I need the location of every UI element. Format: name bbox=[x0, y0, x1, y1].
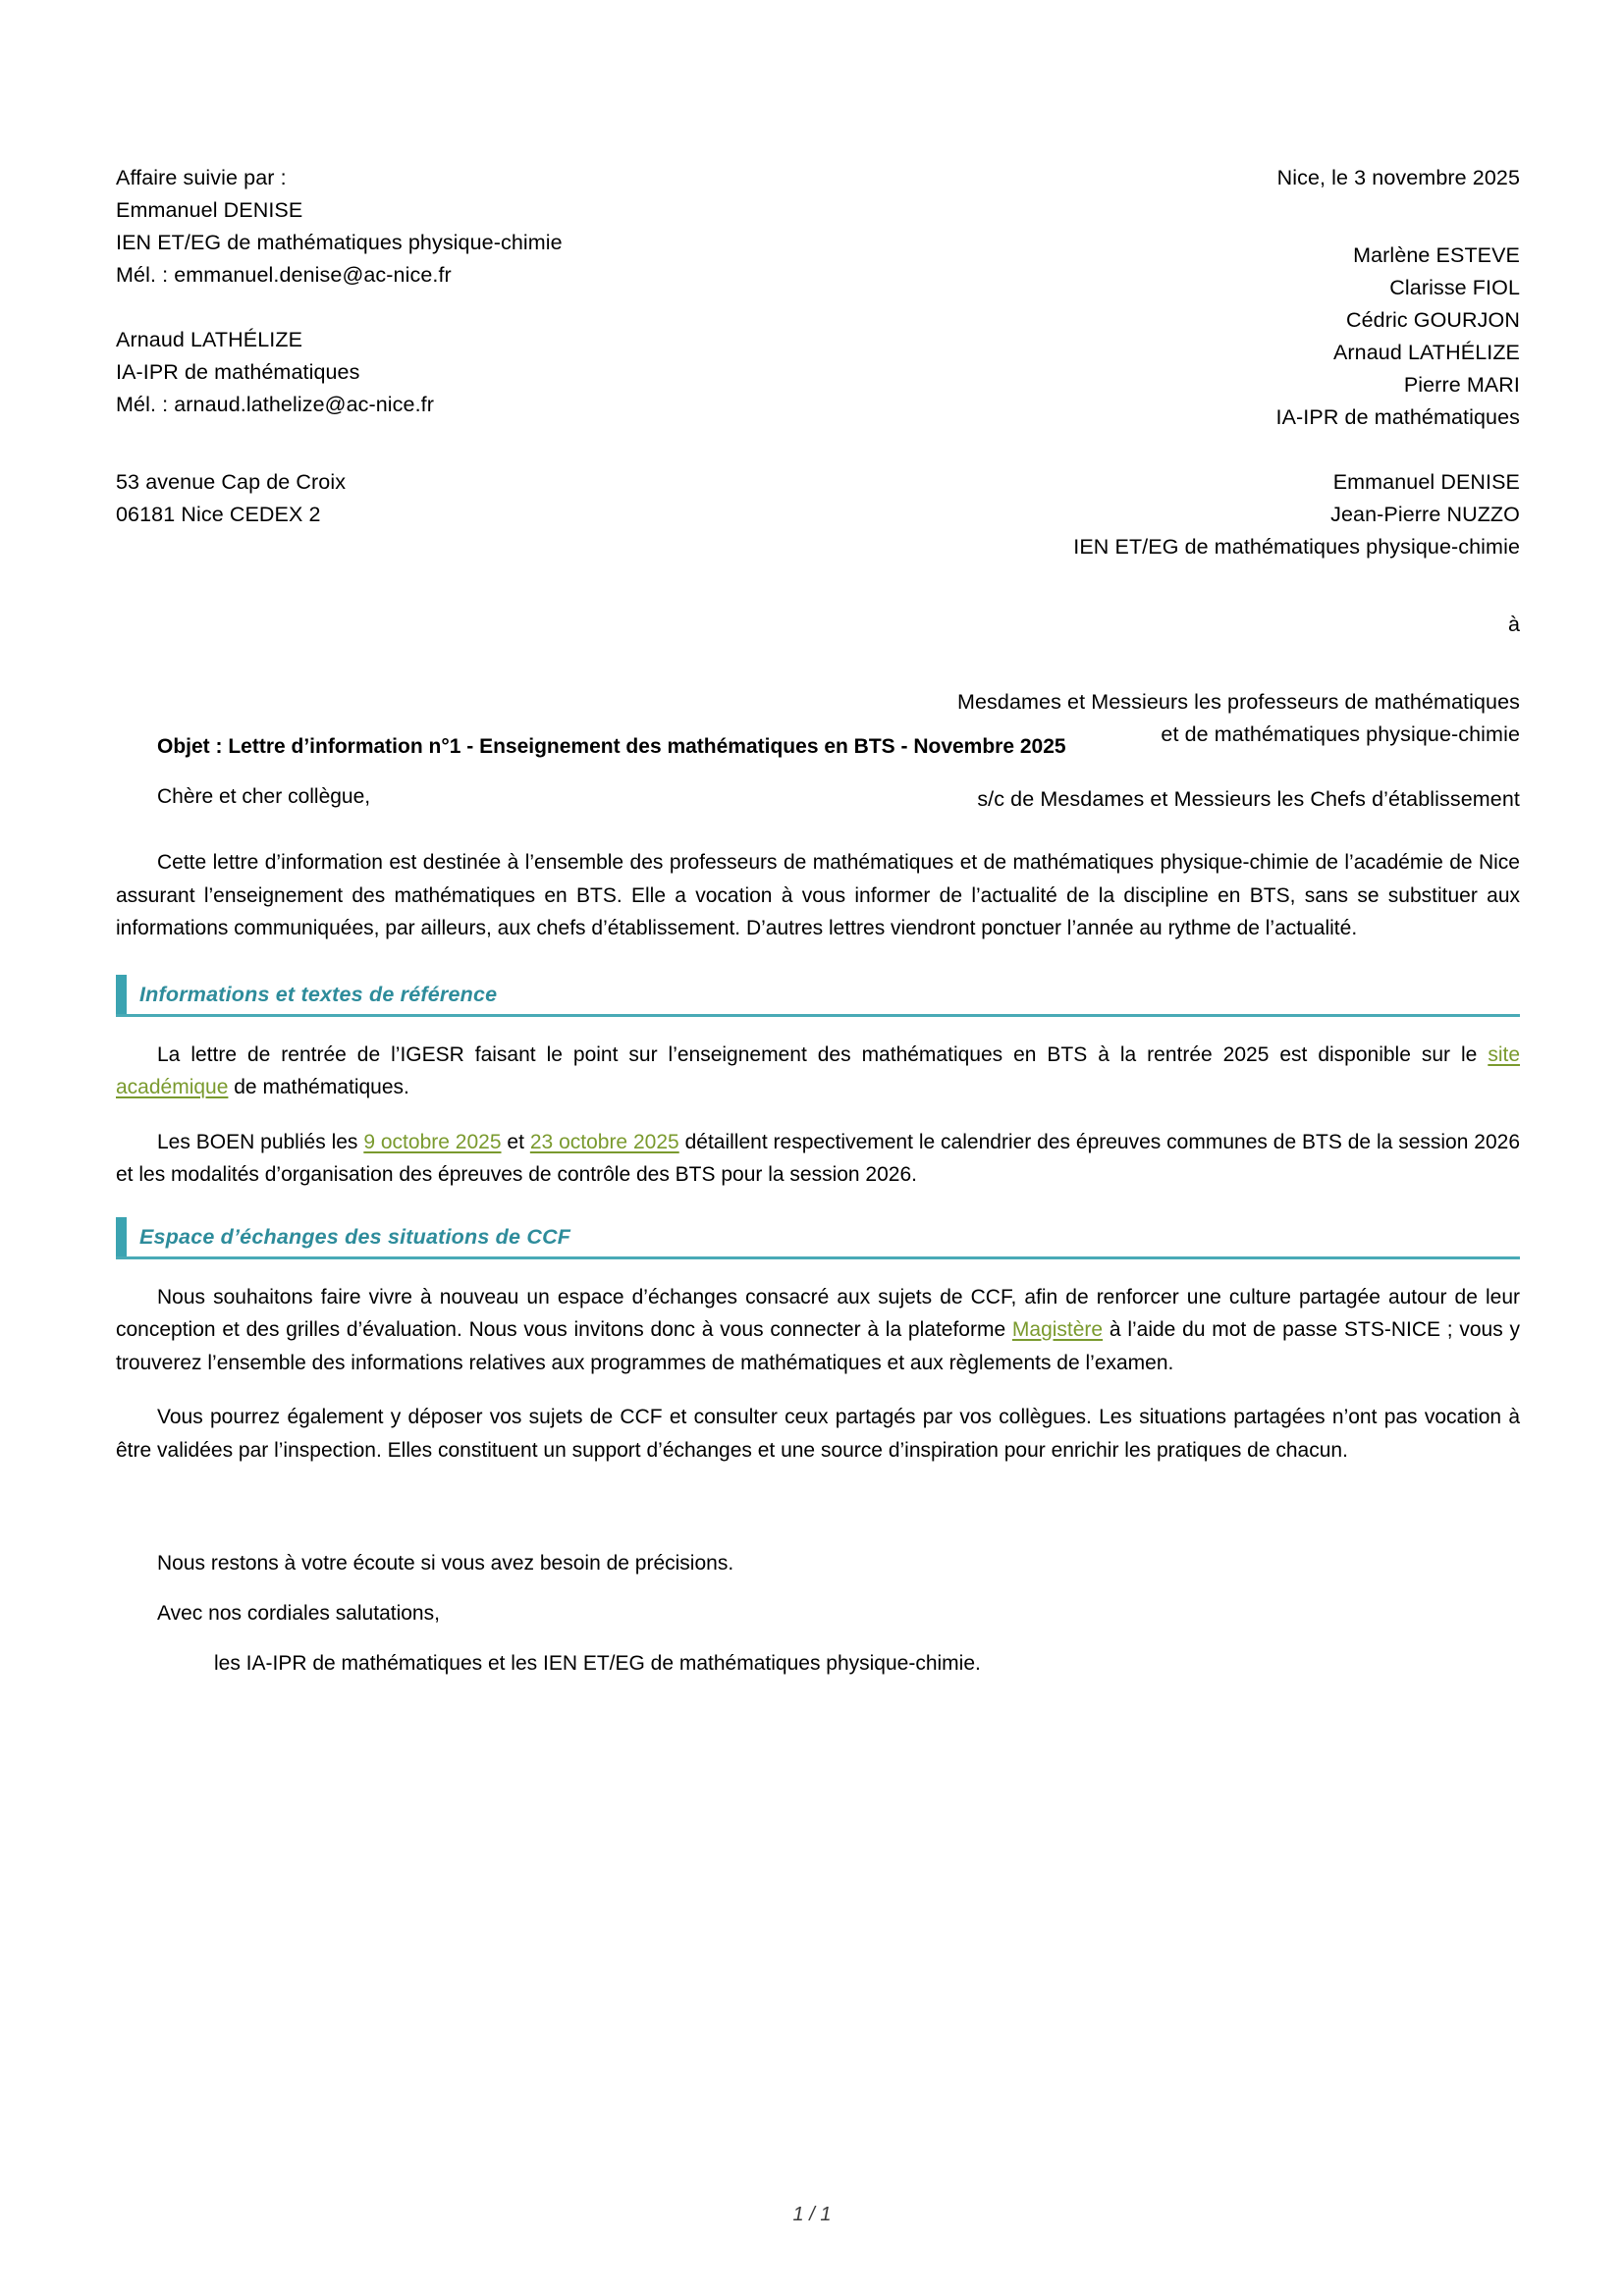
spacer bbox=[116, 421, 764, 466]
signatory-group-one-role: IA-IPR de mathématiques bbox=[1275, 405, 1520, 429]
recipient-line-1: Mesdames et Messieurs les professeurs de mathématiques bbox=[956, 690, 1520, 714]
sender-1-name: Emmanuel DENISE bbox=[116, 198, 303, 222]
spacer bbox=[715, 563, 1520, 609]
signatory-lathelize: Arnaud LATHÉLIZE bbox=[1332, 341, 1520, 364]
link-boen-9-octobre[interactable]: 9 octobre 2025 bbox=[363, 1130, 502, 1153]
s2p1-text-2: à l’aide du mot de passe STS-NICE ; vous y trouverez l’ensemble des informations relatives aux programmes de mathématiques et aux règlements de l’examen. bbox=[116, 1318, 1520, 1374]
spacer bbox=[116, 945, 1520, 975]
section-heading-informations bbox=[116, 975, 1520, 1014]
spacer bbox=[116, 1017, 1520, 1039]
spacer bbox=[715, 641, 1520, 686]
section-title: Informations et textes de référence bbox=[139, 982, 498, 1006]
sender-1-email: Mél. : emmanuel.denise@ac-nice.fr bbox=[116, 263, 452, 287]
spacer bbox=[116, 1104, 1520, 1126]
recipient-block bbox=[715, 162, 1520, 816]
signatory-mari: Pierre MARI bbox=[1403, 373, 1520, 397]
spacer bbox=[116, 813, 1520, 846]
spacer bbox=[715, 194, 1520, 240]
signatory-group-two-role: IEN ET/EG de mathématiques physique-chimie bbox=[1073, 535, 1520, 559]
spacer bbox=[715, 434, 1520, 466]
sender-1-role: IEN ET/EG de mathématiques physique-chimie bbox=[116, 231, 563, 254]
spacer bbox=[116, 1579, 1520, 1597]
intro-paragraph: Cette lettre d’information est destinée à l’ensemble des professeurs de mathématiques et de mathématiques physique-chimie de l’académie de Nice assurant l’enseignement des mathématiques en BTS. Elle a vocation à vous informer de l’actualité de la discipline en BTS, sans se substituer aux informations communiquées, par ailleurs, aux chefs d’établissement. D’autres lettres viendront ponctuer l’année au rythme de l’actualité. bbox=[116, 851, 1520, 939]
recipient-line-2: et de mathématiques physique-chimie bbox=[1161, 722, 1520, 746]
page-number: 1 / 1 bbox=[792, 2204, 832, 2225]
recipient-line-3: s/c de Mesdames et Messieurs les Chefs d’établissement bbox=[977, 787, 1520, 811]
signatory-fiol: Clarisse FIOL bbox=[1389, 276, 1520, 299]
link-boen-23-octobre[interactable]: 23 octobre 2025 bbox=[529, 1130, 679, 1153]
section-heading-espace-ccf bbox=[116, 1217, 1520, 1256]
closing-signature: les IA-IPR de mathématiques et les IEN ET/EG de mathématiques physique-chimie. bbox=[214, 1652, 981, 1675]
s1p1-text-after: de mathématiques. bbox=[228, 1076, 409, 1098]
spacer bbox=[116, 1259, 1520, 1281]
address-street: 53 avenue Cap de Croix bbox=[116, 470, 347, 494]
signatory-nuzzo: Jean-Pierre NUZZO bbox=[1330, 503, 1520, 526]
closing-line-1: Nous restons à votre écoute si vous avez besoin de précisions. bbox=[157, 1552, 734, 1575]
spacer bbox=[116, 1379, 1520, 1401]
section-title: Espace d’échanges des situations de CCF bbox=[139, 1224, 571, 1249]
s2p1-text-1: Nous souhaitons faire vivre à nouveau un espace d’échanges consacré aux sujets de CCF, afin de renforcer une culture partagée autour de leur conception et des grilles d’évaluation. Nous vous invitons donc à vous connecter à la plateforme bbox=[116, 1285, 1520, 1341]
s1p1-text-before: La lettre de rentrée de l’IGESR faisant le point sur l’enseignement des mathématiques en BTS à la rentrée 2025 est disponible sur le bbox=[157, 1042, 1489, 1066]
spacer bbox=[116, 292, 764, 324]
link-site-academique[interactable]: site académique bbox=[116, 1042, 1520, 1098]
objet-line: Objet : Lettre d’information n°1 - Enseignement des mathématiques en BTS - Novembre 2025 bbox=[157, 735, 1066, 758]
letter-content bbox=[116, 0, 1520, 1680]
section-bar-icon bbox=[116, 975, 127, 1014]
section-1-paragraph-1 bbox=[116, 1039, 1520, 1104]
sender-block bbox=[116, 162, 764, 531]
spacer bbox=[116, 1192, 1520, 1217]
section-2-paragraph-1 bbox=[116, 1281, 1520, 1380]
section-bar-icon bbox=[116, 1217, 127, 1256]
s1p2-text-2: et bbox=[501, 1130, 530, 1153]
spacer bbox=[116, 1525, 1520, 1547]
affair-label: Affaire suivie par : bbox=[116, 166, 287, 189]
closing-line-2: Avec nos cordiales salutations, bbox=[157, 1602, 440, 1625]
spacer bbox=[116, 1629, 1520, 1647]
section-1-paragraph-2 bbox=[116, 1126, 1520, 1192]
spacer bbox=[116, 1467, 1520, 1525]
section-2-paragraph-2: Vous pourrez également y déposer vos sujets de CCF et consulter ceux partagés par vos collègues. Les situations partagées n’ont pas vocation à être validées par l’inspection. Elles constituent un support d’échanges et une source d’inspiration pour enrichir les pratiques de chacun. bbox=[116, 1406, 1520, 1462]
signatory-gourjon: Cédric GOURJON bbox=[1345, 308, 1520, 332]
s1p2-text-3: détaillent respectivement le calendrier des épreuves communes de BTS de la session 2026 et les modalités d’organisation des épreuves de contrôle des BTS pour la session 2026. bbox=[116, 1130, 1521, 1186]
to-marker: à bbox=[1507, 613, 1520, 636]
greeting: Chère et cher collègue, bbox=[157, 785, 371, 808]
sender-2-name: Arnaud LATHÉLIZE bbox=[116, 328, 303, 351]
s1p2-text-1: Les BOEN publiés les bbox=[157, 1130, 364, 1153]
signatory-denise: Emmanuel DENISE bbox=[1332, 470, 1520, 494]
sender-2-role: IA-IPR de mathématiques bbox=[116, 360, 360, 384]
spacer bbox=[715, 751, 1520, 783]
place-date: Nice, le 3 novembre 2025 bbox=[1276, 166, 1520, 189]
sender-2-email: Mél. : arnaud.lathelize@ac-nice.fr bbox=[116, 393, 434, 416]
signatory-esteve: Marlène ESTEVE bbox=[1353, 243, 1520, 267]
link-magistere[interactable]: Magistère bbox=[1011, 1318, 1104, 1341]
address-city: 06181 Nice CEDEX 2 bbox=[116, 503, 321, 526]
